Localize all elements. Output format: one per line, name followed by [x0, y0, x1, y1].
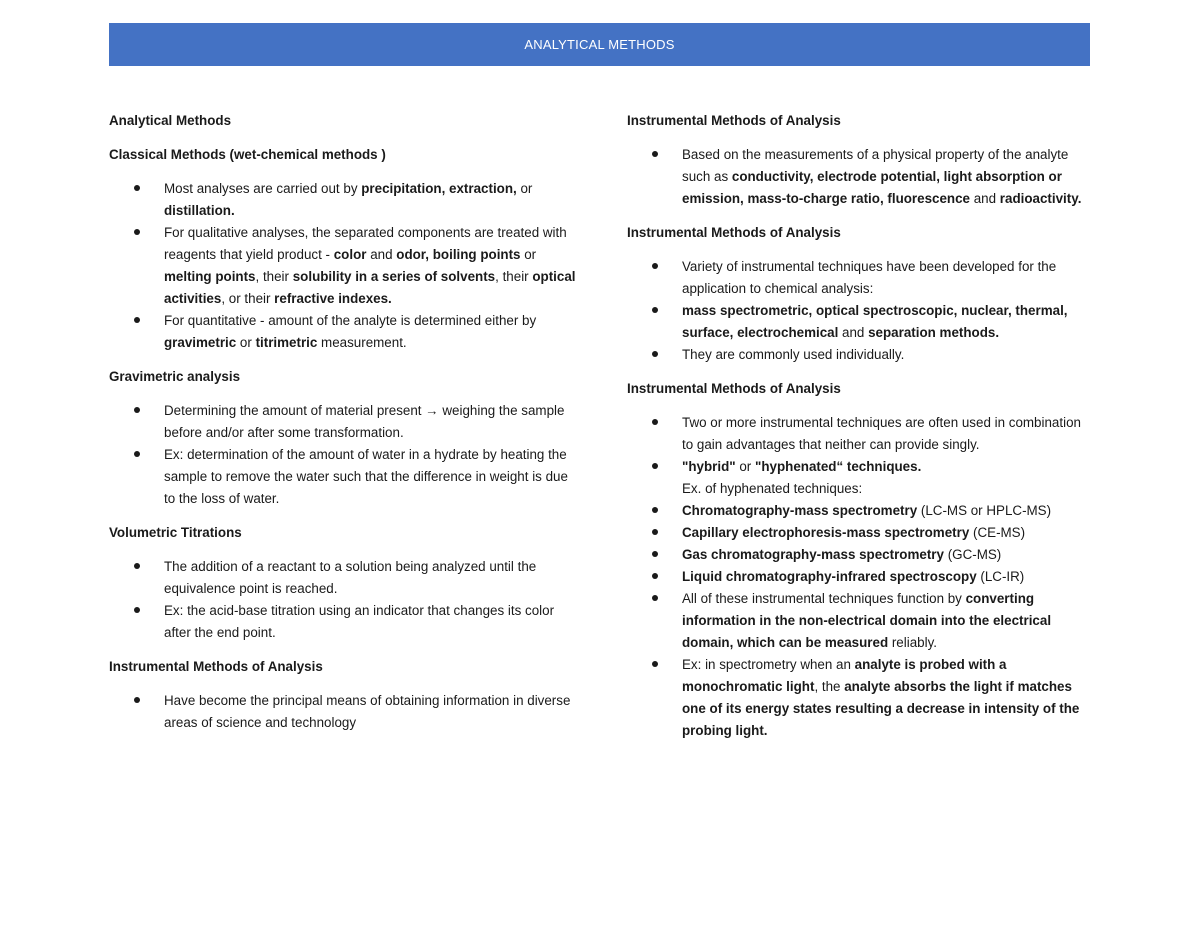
right-section-heading: Instrumental Methods of Analysis [627, 113, 841, 128]
bullet-text: titrimetric [255, 335, 318, 350]
bullet-text: analyte is probed with a monochromatic light [682, 657, 1007, 694]
bullet-text: or [236, 335, 256, 350]
bullet-text: Capillary electrophoresis-mass spectrometry [682, 525, 970, 540]
bullet-text: and [366, 247, 397, 262]
bullet-text: Liquid chromatography-infrared spectroscopy [682, 569, 977, 584]
left-section-heading: Volumetric Titrations [109, 525, 242, 540]
bullet-text: Two or more instrumental techniques are often used in combination to gain advantages that neither can provide singly. [682, 415, 1081, 452]
bullet-icon [652, 661, 658, 667]
left-bullet-list [109, 178, 579, 354]
bullet-item [627, 544, 1090, 566]
bullet-item [109, 310, 579, 354]
bullet-icon [652, 595, 658, 601]
bullet-item [627, 566, 1090, 588]
bullet-text: , or their [221, 291, 275, 306]
bullet-text: Ex: determination of the amount of water in a hydrate by heating the sample to remove the water such that the difference in weight is due to the loss of water. [164, 447, 568, 506]
bullet-text: "hyphenated“ techniques. [754, 459, 922, 474]
bullet-text: boiling points [432, 247, 521, 262]
bullet-icon [652, 551, 658, 557]
bullet-icon [134, 229, 140, 235]
bullet-text: (LC-MS or HPLC-MS) [917, 503, 1052, 518]
bullet-text: Ex: in spectrometry when an [682, 657, 855, 672]
bullet-item [627, 500, 1090, 522]
bullet-text: optical activities [164, 269, 576, 306]
bullet-text: gravimetric [164, 335, 237, 350]
right-bullet-list [627, 256, 1090, 366]
page-header-banner [109, 23, 1090, 66]
right-bullet-list [627, 412, 1090, 742]
bullet-item [109, 444, 579, 510]
bullet-text: measurement. [317, 335, 407, 350]
bullet-text: converting information in the non-electrical domain into the electrical domain, which can be measured [682, 591, 1052, 650]
bullet-text: (CE-MS) [969, 525, 1026, 540]
bullet-item [627, 588, 1090, 654]
bullet-text: radioactivity. [999, 191, 1082, 206]
bullet-icon [134, 697, 140, 703]
right-bullet-list [627, 144, 1090, 210]
bullet-item [627, 344, 1090, 366]
bullet-text: For qualitative analyses, the separated components are treated with reagents that yield product - [164, 225, 567, 262]
bullet-item [109, 222, 579, 310]
bullet-icon [652, 419, 658, 425]
bullet-item [109, 556, 579, 600]
bullet-text: For quantitative - amount of the analyte is determined either by [164, 313, 537, 328]
bullet-icon [652, 307, 658, 313]
bullet-text: Chromatography-mass spectrometry [682, 503, 918, 518]
bullet-text: separation methods. [868, 325, 1000, 340]
bullet-text: odor, [396, 247, 429, 262]
bullet-item [627, 300, 1090, 344]
left-section-heading: Classical Methods (wet-chemical methods ) [109, 147, 386, 162]
bullet-text: and [838, 325, 869, 340]
bullet-text: , their [255, 269, 293, 284]
bullet-text: or [520, 247, 537, 262]
bullet-text: "hybrid" [682, 459, 736, 474]
bullet-icon [134, 407, 140, 413]
right-column [627, 110, 1090, 754]
bullet-text: precipitation, extraction, [361, 181, 517, 196]
bullet-icon [134, 451, 140, 457]
bullet-item [627, 256, 1090, 300]
left-section-heading: Analytical Methods [109, 113, 232, 128]
bullet-text: Ex. of hyphenated techniques: [682, 481, 863, 496]
bullet-text: solubility in a series of solvents [292, 269, 496, 284]
bullet-text: (GC-MS) [943, 547, 1002, 562]
bullet-text: , the [814, 679, 845, 694]
bullet-text: and [970, 191, 1000, 206]
bullet-text: Most analyses are carried out by [164, 181, 362, 196]
bullet-item [627, 478, 1090, 500]
bullet-icon [652, 573, 658, 579]
bullet-item [627, 654, 1090, 742]
bullet-text: All of these instrumental techniques function by [682, 591, 966, 606]
bullet-item [627, 412, 1090, 456]
left-section-heading: Gravimetric analysis [109, 369, 241, 384]
right-section-heading: Instrumental Methods of Analysis [627, 381, 841, 396]
bullet-item [109, 178, 579, 222]
bullet-item [627, 456, 1090, 478]
bullet-text: analyte absorbs the light if matches one of its energy states resulting a decrease in intensity of the probing light. [682, 679, 1080, 738]
bullet-icon [134, 607, 140, 613]
bullet-text: refractive indexes. [274, 291, 392, 306]
bullet-icon [652, 151, 658, 157]
page-header-title: ANALYTICAL METHODS [524, 37, 675, 52]
bullet-text: color [333, 247, 367, 262]
bullet-icon [652, 351, 658, 357]
bullet-icon [652, 463, 658, 469]
bullet-item [109, 400, 579, 444]
bullet-text: Variety of instrumental techniques have been developed for the application to chemical analysis: [682, 259, 1057, 296]
right-section-heading: Instrumental Methods of Analysis [627, 225, 841, 240]
bullet-item [109, 600, 579, 644]
bullet-text: reliably. [888, 635, 937, 650]
bullet-text: Determining the amount of material present → weighing the sample before and/or after some transformation. [164, 403, 565, 440]
bullet-text: melting points [164, 269, 256, 284]
bullet-text: conductivity, electrode potential, light absorption or emission, mass-to-charge ratio, fluorescence [682, 169, 1062, 206]
bullet-icon [134, 563, 140, 569]
bullet-item [627, 144, 1090, 210]
left-bullet-list [109, 556, 579, 644]
bullet-text: They are commonly used individually. [682, 347, 905, 362]
bullet-item [627, 522, 1090, 544]
bullet-text: The addition of a reactant to a solution being analyzed until the equivalence point is reached. [164, 559, 537, 596]
bullet-text: mass spectrometric, optical spectroscopic, nuclear, thermal, surface, electrochemical [682, 303, 1068, 340]
left-column [109, 110, 579, 746]
bullet-text: Based on the measurements of a physical property of the analyte such as [682, 147, 1069, 184]
bullet-icon [652, 507, 658, 513]
bullet-icon [134, 185, 140, 191]
bullet-text: or [735, 459, 755, 474]
left-bullet-list [109, 690, 579, 734]
left-section-heading: Instrumental Methods of Analysis [109, 659, 323, 674]
bullet-icon [134, 317, 140, 323]
bullet-text: Have become the principal means of obtaining information in diverse areas of science and technology [164, 693, 571, 730]
bullet-text: , their [495, 269, 533, 284]
bullet-text: or [516, 181, 533, 196]
bullet-icon [652, 263, 658, 269]
bullet-text: distillation. [164, 203, 235, 218]
left-bullet-list [109, 400, 579, 510]
bullet-text: (LC-IR) [976, 569, 1025, 584]
bullet-item [109, 690, 579, 734]
bullet-text: Ex: the acid-base titration using an indicator that changes its color after the end point. [164, 603, 555, 640]
bullet-text: Gas chromatography-mass spectrometry [682, 547, 944, 562]
bullet-icon [652, 529, 658, 535]
